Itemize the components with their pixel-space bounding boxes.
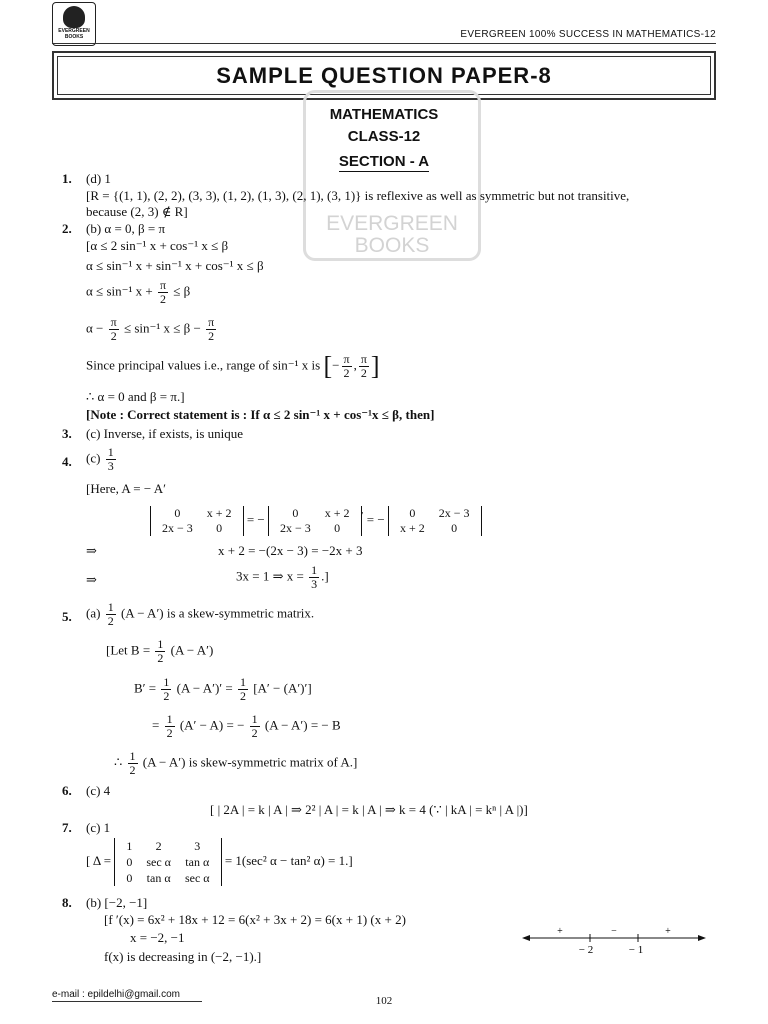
section-heading: SECTION - A [338, 153, 430, 170]
q8-line1: [f ′(x) = 6x² + 18x + 12 = 6(x² + 3x + 2) = 6(x + 1) (x + 2) [104, 912, 406, 927]
q2-answer: (b) α = 0, β = π [86, 221, 166, 236]
q6-number: 6. [62, 783, 72, 798]
sign-number-line [520, 925, 710, 961]
q3-number: 3. [62, 426, 72, 441]
q7-number: 7. [62, 820, 72, 835]
q1-line2: because (2, 3) ∉ R] [86, 204, 188, 219]
matrix-c: 0 2x − 3 x + 2 0 [388, 506, 482, 536]
q2-line5: Since principal values i.e., range of sin⁻¹ x is [− $\frac{\pi}{2}$ , $\frac{\pi}{2}$ ] [86, 351, 380, 381]
matrix-b: 0 x + 2 2x − 3 0 [268, 506, 362, 536]
q8-line2: x = −2, −1 [130, 930, 185, 945]
q4-matrix-equation: 0 x + 2 2x − 3 0 = − 0 x + 2 2x − 3 0 ′ = − 0 2x − 3 x + 2 0 [150, 506, 482, 536]
q4-arrow1: ⇒ [86, 543, 97, 558]
q5-answer: (a) $\frac{1}{2}$ (A − A′) is a skew-symmetric matrix. [86, 600, 315, 628]
q2-line6: ∴ α = 0 and β = π.] [86, 389, 185, 404]
q8-answer: (b) [−2, −1] [86, 895, 148, 910]
watermark-line2: BOOKS [354, 234, 430, 257]
q5-line3: = $\frac{1}{2}$ (A′ − A) = − $\frac{1}{2}$ (A − A′) = − B [152, 712, 341, 740]
running-header: EVERGREEN 100% SUCCESS IN MATHEMATICS-12 [460, 29, 716, 40]
q7-answer: (c) 1 [86, 820, 111, 835]
q4-arrow2: ⇒ [86, 572, 97, 587]
subject-heading: MATHEMATICS [329, 106, 439, 123]
logo-text: EVERGREEN BOOKS [58, 28, 90, 40]
class-heading: CLASS-12 [347, 128, 421, 145]
q2-note: [Note : Correct statement is : If α ≤ 2 sin⁻¹ x + cos⁻¹x ≤ β, then] [86, 407, 435, 422]
q5-line1: [Let B = $\frac{1}{2}$ (A − A′) [106, 637, 214, 665]
q6-line1: [ | 2A | = k | A | ⇒ 2² | A | = k | A | ⇒ k = 4 (∵ | kA | = kⁿ | A |)] [210, 802, 528, 817]
q4-number: 4. [62, 454, 72, 469]
determinant-matrix: 1 2 3 0 sec α tan α 0 tan α sec α [114, 838, 221, 886]
tick-label-minus-one: − 1 [628, 944, 644, 956]
q1-number: 1. [62, 171, 72, 186]
paper-title: SAMPLE QUESTION PAPER-8 [57, 56, 711, 95]
q2-line2: α ≤ sin⁻¹ x + sin⁻¹ x + cos⁻¹ x ≤ β [86, 258, 264, 273]
q4-answer: (c) $\frac{1}{3}$ [86, 445, 114, 473]
q4-line2: x + 2 = −(2x − 3) = −2x + 3 [218, 543, 363, 558]
sign-middle: − [611, 926, 617, 937]
q5-line2: B′ = $\frac{1}{2}$ (A − A′)′ = $\frac{1}{2}$ [A′ − (A′)′] [134, 675, 312, 703]
q1-answer: (d) 1 [86, 171, 111, 186]
q3-answer: (c) Inverse, if exists, is unique [86, 426, 244, 441]
page-number: 102 [375, 995, 393, 1007]
q4-line1: [Here, A = − A′ [86, 481, 166, 496]
q2-line3: α ≤ sin⁻¹ x + $\frac{\pi}{2}$ ≤ β [86, 278, 191, 306]
matrix-a: 0 x + 2 2x − 3 0 [150, 506, 244, 536]
sign-left: + [557, 926, 563, 937]
q2-line4: α − $\frac{\pi}{2}$ ≤ sin⁻¹ x ≤ β − $\frac{\pi}{2}$ [86, 315, 215, 343]
q6-answer: (c) 4 [86, 783, 111, 798]
q8-line3: f(x) is decreasing in (−2, −1).] [104, 949, 262, 964]
tick-label-minus-two: − 2 [578, 944, 594, 956]
q7-determinant: [ Δ = 1 2 3 0 sec α tan α 0 tan α sec α = 1(sec² α − tan² α) = 1.] [86, 839, 353, 885]
sign-right: + [665, 926, 671, 937]
right-arrow-icon [698, 935, 706, 941]
left-arrow-icon [522, 935, 530, 941]
footer-email: e-mail : epildelhi@gmail.com [52, 989, 180, 1000]
q8-number: 8. [62, 895, 72, 910]
q2-line1: [α ≤ 2 sin⁻¹ x + cos⁻¹ x ≤ β [86, 238, 229, 253]
q1-line1: [R = {(1, 1), (2, 2), (3, 3), (1, 2), (1, 3), (2, 1), (3, 1)} is reflexive as well as symmetric but not transitive, [86, 188, 630, 203]
q5-number: 5. [62, 609, 72, 624]
q5-line4: ∴ $\frac{1}{2}$ (A − A′) is skew-symmetric matrix of A.] [114, 749, 358, 777]
q2-number: 2. [62, 221, 72, 236]
q4-line3: 3x = 1 ⇒ x = $\frac{1}{3}$ .] [236, 563, 329, 591]
header-rule [52, 43, 716, 44]
logo-head-icon [63, 6, 85, 28]
watermark-line1: EVERGREEN [326, 212, 458, 235]
publisher-logo [52, 2, 96, 46]
